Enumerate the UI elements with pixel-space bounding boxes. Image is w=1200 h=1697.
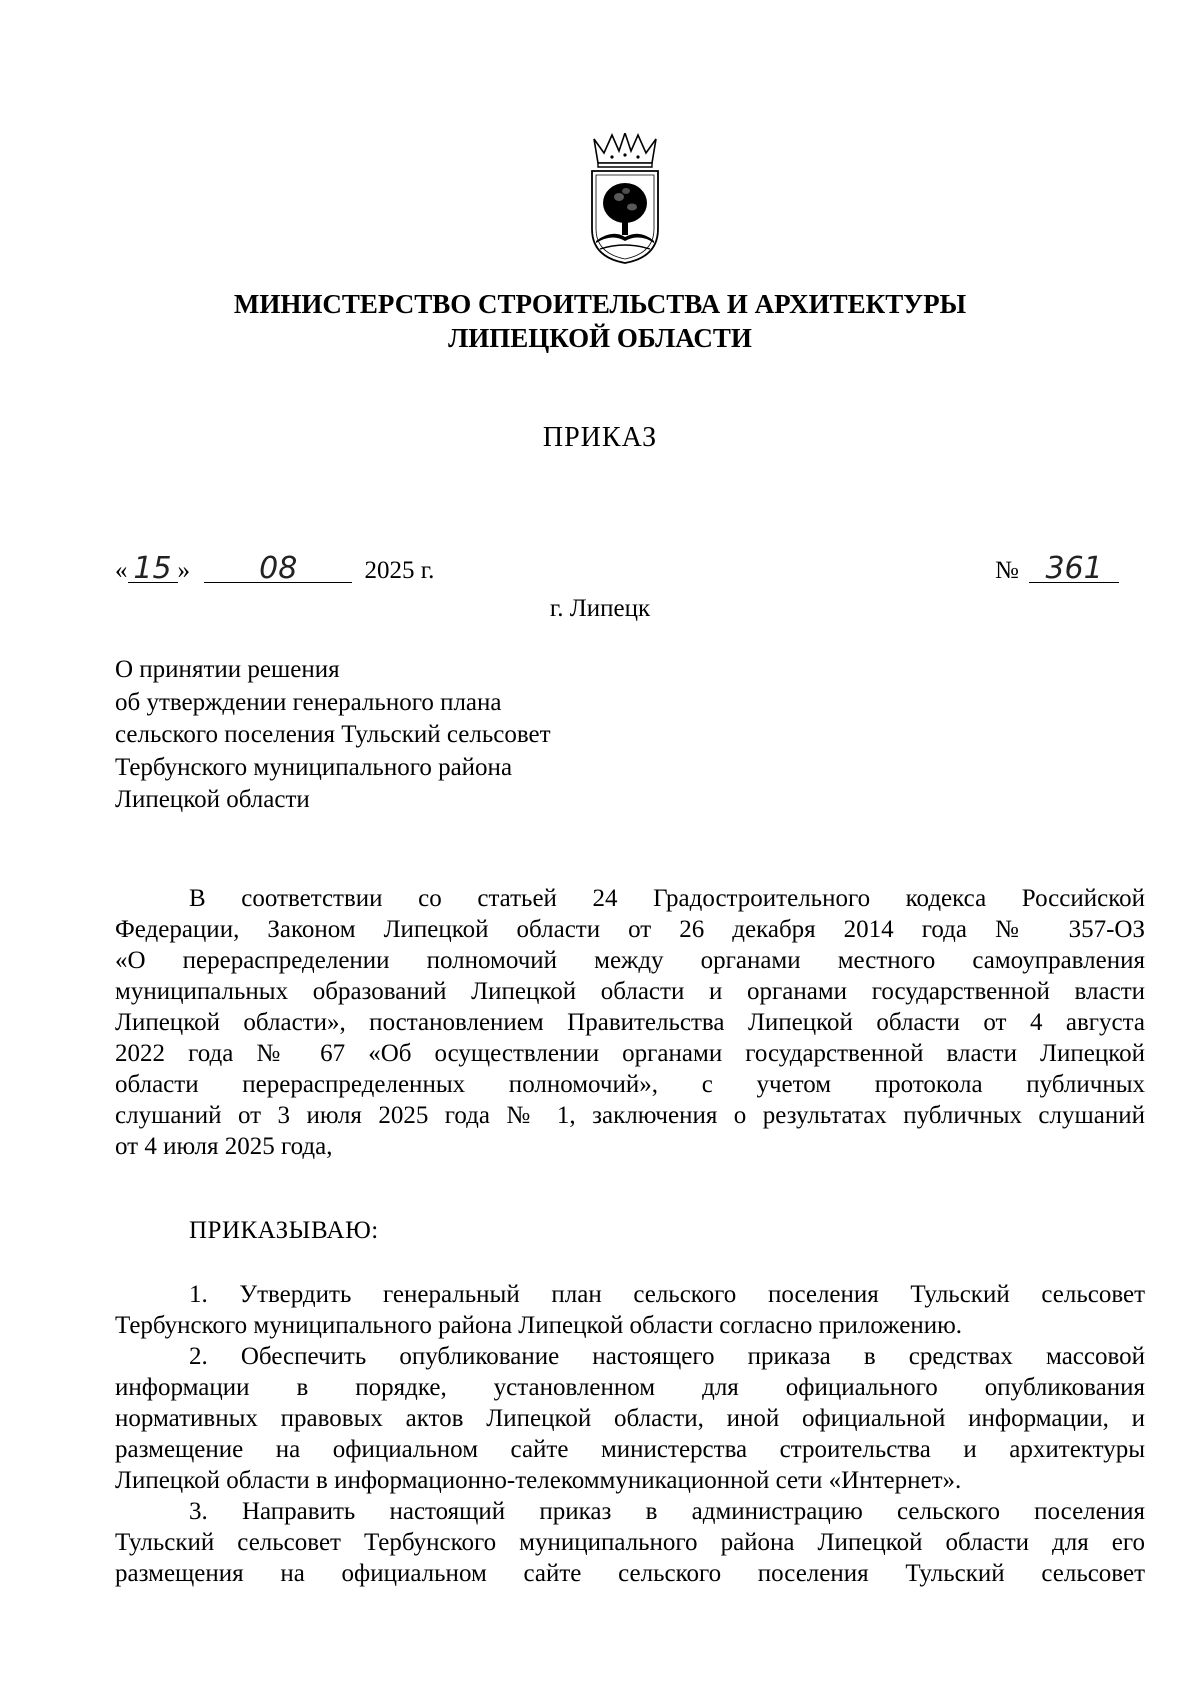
ministry-name-line1: МИНИСТЕРСТВО СТРОИТЕЛЬСТВА И АРХИТЕКТУРЫ [233, 289, 967, 319]
date-month-handwritten: 08 [204, 556, 352, 583]
order-word: ПРИКАЗЫВАЮ: [189, 1217, 379, 1244]
item2-line: размещение на официальном сайте министерства строительства и архитектуры [115, 1436, 1145, 1463]
preamble-line: «О перераспределении полномочий между органами местного самоуправления [115, 947, 1145, 974]
date-day-handwritten: 15 [128, 556, 178, 583]
preamble-line: Липецкой области», постановлением Правительства Липецкой области от 4 августа [115, 1009, 1145, 1036]
subject-line: сельского поселения Тульский сельсовет [115, 721, 551, 748]
coat-of-arms-icon [586, 133, 664, 265]
document-number [995, 551, 1119, 586]
date-open-quote: « [115, 557, 128, 584]
subject-line: О принятии решения [115, 656, 340, 683]
date-year: 2025 г. [364, 557, 435, 584]
preamble-line: муниципальных образований Липецкой области и органами государственной власти [115, 978, 1145, 1005]
preamble-line: от 4 июля 2025 года, [115, 1133, 333, 1160]
document-city: г. Липецк [549, 595, 651, 622]
item3-line: Тульский сельсовет Тербунского муниципального района Липецкой области для его [115, 1529, 1145, 1556]
number-label: № [995, 557, 1019, 584]
preamble-line: Федерации, Законом Липецкой области от 26 декабря 2014 года № 357-ОЗ [115, 916, 1145, 943]
number-value-handwritten: 361 [1029, 556, 1119, 583]
subject-line: об утверждении генерального плана [115, 688, 502, 716]
preamble-line: В соответствии со статьей 24 Градостроительного кодекса Российской [189, 885, 1145, 912]
item2-line: информации в порядке, установленном для официального опубликования [115, 1374, 1145, 1401]
preamble-line: области перераспределенных полномочий», с учетом протокола публичных [115, 1071, 1145, 1098]
date-close-quote: » [177, 557, 190, 584]
preamble-line: слушаний от 3 июля 2025 года № 1, заключения о результатах публичных слушаний [115, 1102, 1145, 1129]
document-type-title: ПРИКАЗ [542, 422, 658, 453]
preamble-line: 2022 года № 67 «Об осуществлении органами государственной власти Липецкой [115, 1040, 1145, 1067]
item2-line: Липецкой области в информационно-телекоммуникационной сети «Интернет». [115, 1467, 962, 1494]
item3-line: размещения на официальном сайте сельского поселения Тульский сельсовет [115, 1560, 1145, 1587]
item1-line: Тербунского муниципального района Липецкой области согласно приложению. [115, 1312, 963, 1339]
document-subject [115, 654, 551, 817]
item1-line: 1. Утвердить генеральный план сельского поселения Тульский сельсовет [189, 1281, 1145, 1308]
subject-line: Тербунского муниципального района [115, 753, 513, 781]
document-date [115, 551, 435, 586]
subject-line: Липецкой области [115, 786, 310, 813]
ministry-name-line2: ЛИПЕЦКОЙ ОБЛАСТИ [448, 323, 752, 353]
item2-line: нормативных правовых актов Липецкой области, иной официальной информации, и [115, 1405, 1145, 1432]
item2-line: 2. Обеспечить опубликование настоящего приказа в средствах массовой [189, 1343, 1145, 1370]
item3-line: 3. Направить настоящий приказ в администрацию сельского поселения [189, 1498, 1145, 1525]
